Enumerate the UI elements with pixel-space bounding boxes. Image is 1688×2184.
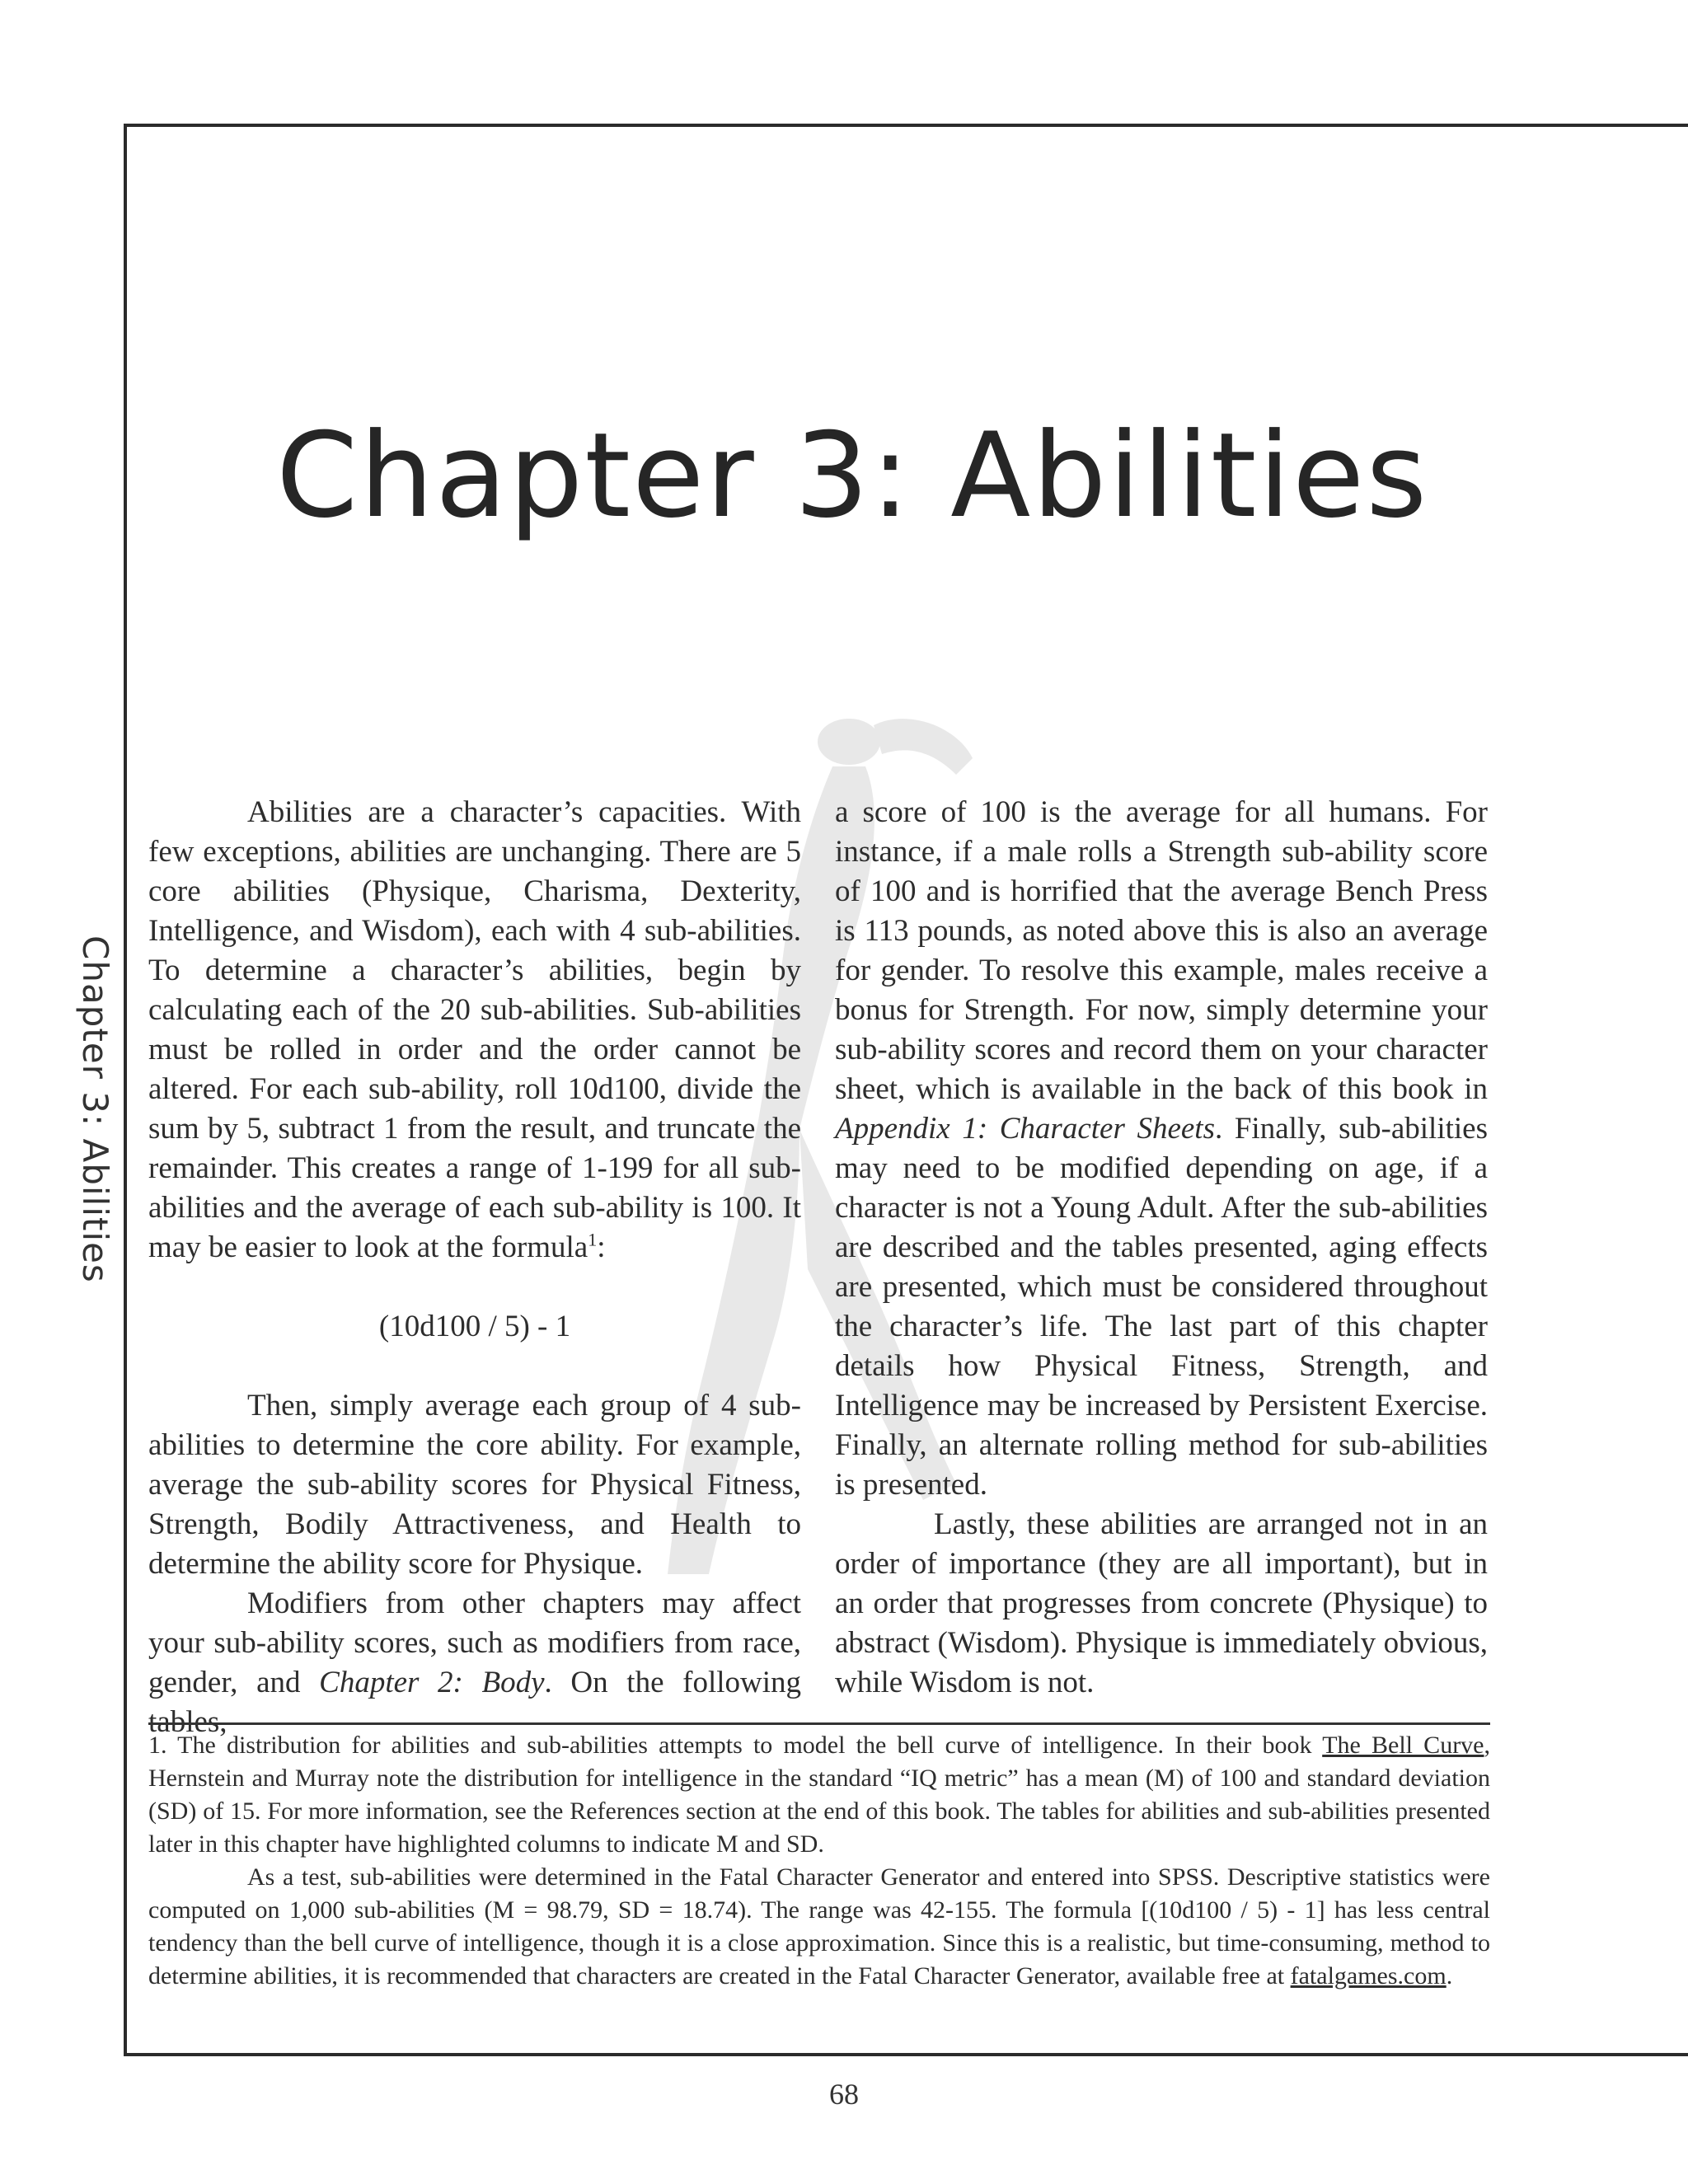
website-link[interactable]: fatalgames.com bbox=[1290, 1962, 1447, 1990]
core-ability-paragraph: Then, simply average each group of 4 sub-abilities to determine the core ability. For example, average the sub-ability scores for Physical Fitness, Strength, Bodily Attractiveness, and Health to determine the ability score for Physique. bbox=[148, 1389, 801, 1581]
continuation-paragraph bbox=[835, 793, 1488, 1505]
modifiers-paragraph bbox=[148, 1584, 801, 1742]
side-chapter-tab: Chapter 3: Abilities bbox=[75, 935, 115, 1283]
modifiers-text-end: . On the following tables, bbox=[148, 1666, 802, 1739]
footnote-text-2-end: . bbox=[1446, 1962, 1453, 1990]
footnote-text-end: , Hernstein and Murray note the distribution for intelligence in the standard “IQ metric” has a mean (M) of 100 and standard deviation (SD) of 15. For more information, see the References section at the end of this book. The tables for abilities and sub-abilities presented later in this chapter have highlighted columns to indicate M and SD. bbox=[148, 1732, 1490, 1858]
order-paragraph: Lastly, these abilities are arranged not in an order of importance (they are all important), but in an order that progresses from concrete (Physique) to abstract (Wisdom). Physique is immediately obvious, while Wisdom is not. bbox=[835, 1507, 1488, 1699]
page-number: 68 bbox=[829, 2078, 859, 2111]
intro-text: Abilities are a character’s capacities. With few exceptions, abilities are unchanging. There are 5 core abilities (Physique, Charisma, Dexterity, Intelligence, and Wisdom), each with 4 sub-abilities. To determine a character’s abilities, begin by calculating each of the 20 sub-abilities. Sub-abilities must be rolled in order and the order cannot be altered. For each sub-ability, roll 10d100, divide the sum by 5, subtract 1 from the result, and truncate the remainder. This creates a range of 1-199 for all sub-abilities and the average of each sub-ability is 100. It may be easier to look at the formula bbox=[148, 795, 801, 1264]
footnote-text-2: As a test, sub-abilities were determined in the Fatal Character Generator and entered into SPSS. Descriptive statistics were computed on 1,000 sub-abilities (M = 98.79, SD = 18.74). The range was 42-155. The formula [(10d100 / 5) - 1] has less central tendency than the bell curve of intelligence, though it is a close approximation. Since this is a realistic, but time-consuming, method to determine abilities, it is recommended that characters are created in the Fatal Character Generator, available free at bbox=[148, 1863, 1490, 1990]
footnote bbox=[148, 1729, 1490, 1993]
footnote-paragraph-1 bbox=[148, 1729, 1490, 1861]
intro-paragraph bbox=[148, 793, 801, 1268]
footnote-paragraph-2 bbox=[148, 1861, 1490, 1993]
continuation-text: a score of 100 is the average for all humans. For instance, if a male rolls a Strength sub-ability score of 100 and is horrified that the average Bench Press is 113 pounds, as noted above this is also an average for gender. To resolve this example, males receive a bonus for Strength. For now, simply determine your sub-ability scores and record them on your character sheet, which is available in the back of this book in bbox=[835, 795, 1488, 1106]
continuation-text-end: . Finally, sub-abilities may need to be modified depending on age, if a character is not a Young Adult. After the sub-abilities are described and the tables presented, aging effects are presented, which must be considered throughout the character’s life. The last part of this chapter details how Physical Fitness, Strength, and Intelligence may be increased by Persistent Exercise. Finally, an alternate rolling method for sub-abilities is presented. bbox=[835, 1112, 1488, 1502]
right-column bbox=[835, 793, 1488, 1703]
book-title-link: The Bell Curve bbox=[1322, 1732, 1484, 1759]
footnote-marker: 1 bbox=[588, 1229, 598, 1250]
chapter-title: Chapter 3: Abilities bbox=[276, 408, 1429, 544]
intro-text-end: : bbox=[597, 1230, 606, 1264]
footnote-text: 1. The distribution for abilities and sub-abilities attempts to model the bell curve of intelligence. In their book bbox=[148, 1732, 1323, 1759]
modifiers-text: Modifiers from other chapters may affect your sub-ability scores, such as modifiers from race, gender, and bbox=[148, 1586, 801, 1699]
chapter-reference: Chapter 2: Body bbox=[319, 1666, 545, 1699]
formula: (10d100 / 5) - 1 bbox=[378, 1310, 571, 1343]
footnote-divider bbox=[148, 1722, 1490, 1725]
left-column bbox=[148, 793, 801, 1742]
appendix-reference: Appendix 1: Character Sheets bbox=[835, 1112, 1215, 1146]
